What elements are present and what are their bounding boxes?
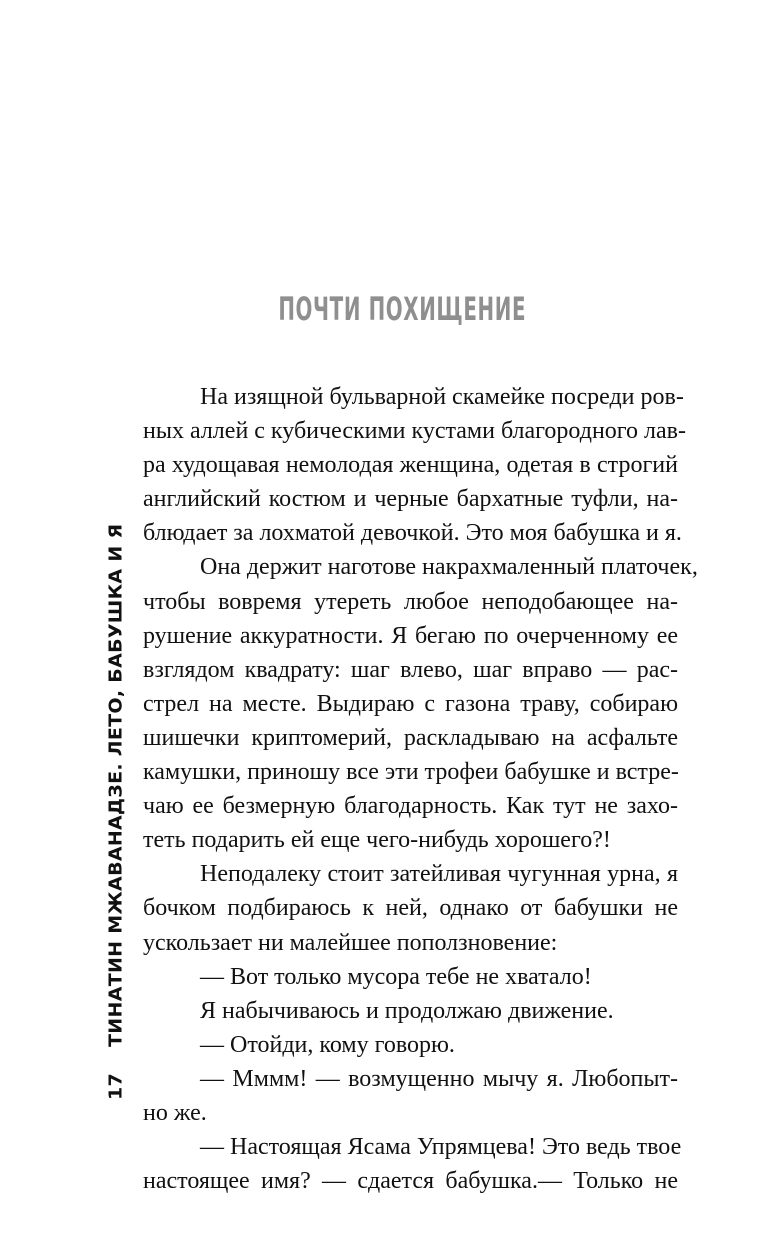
text-line: ра худощавая немолодая женщина, одетая в строгий	[143, 452, 678, 479]
text-line: ускользает ни малейшее поползновение:	[143, 929, 558, 956]
text-line: взглядом квадрату: шаг влево, шаг вправо — рас-	[143, 656, 678, 683]
text-line: рушение аккуратности. Я бегаю по очерченному ее	[143, 622, 678, 649]
text-line: блюдает за лохматой девочкой. Это моя бабушка и я.	[143, 520, 682, 547]
running-head	[105, 524, 127, 1100]
body-text	[143, 380, 698, 1198]
text-line: камушки, приношу все эти трофеи бабушке и встре-	[143, 759, 679, 786]
running-head-text: ТИНАТИН МЖАВАНАДЗЕ. ЛЕТО, БАБУШКА И Я	[105, 523, 127, 1047]
text-line: настоящее имя? — сдается бабушка.— Только не	[143, 1168, 678, 1195]
text-line: чаю ее безмерную благодарность. Как тут не захо-	[143, 793, 678, 820]
chapter-title: ПОЧТИ ПОХИЩЕНИЕ	[278, 290, 527, 328]
text-line: На изящной бульварной скамейке посреди ров-	[200, 384, 684, 410]
text-line: — Отойди, кому говорю.	[200, 1031, 455, 1058]
text-line: Неподалеку стоит затейливая чугунная урна, я	[200, 861, 678, 888]
text-line: Я набычиваюсь и продолжаю движение.	[200, 997, 614, 1024]
text-line: английский костюм и черные бархатные туфли, на-	[143, 486, 678, 513]
text-line: ных аллей с кубическими кустами благородного лав-	[143, 418, 686, 445]
text-line: — Вот только мусора тебе не хватало!	[200, 963, 592, 990]
text-line: — Мммм! — возмущенно мычу я. Любопыт-	[200, 1065, 678, 1092]
text-line: — Настоящая Ясама Упрямцева! Это ведь твое	[200, 1134, 682, 1161]
text-line: но же.	[143, 1099, 207, 1126]
text-line: теть подарить ей еще чего-нибудь хорошего?!	[143, 827, 611, 854]
text-line: бочком подбираюсь к ней, однако от бабушки не	[143, 895, 678, 922]
text-line: стрел на месте. Выдираю с газона траву, собираю	[143, 690, 678, 717]
text-line: шишечки криптомерий, раскладываю на асфальте	[143, 724, 678, 751]
page-number: 17	[105, 1072, 127, 1100]
text-line: Она держит наготове накрахмаленный платочек,	[200, 554, 698, 581]
text-line: чтобы вовремя утереть любое неподобающее на-	[143, 588, 678, 615]
